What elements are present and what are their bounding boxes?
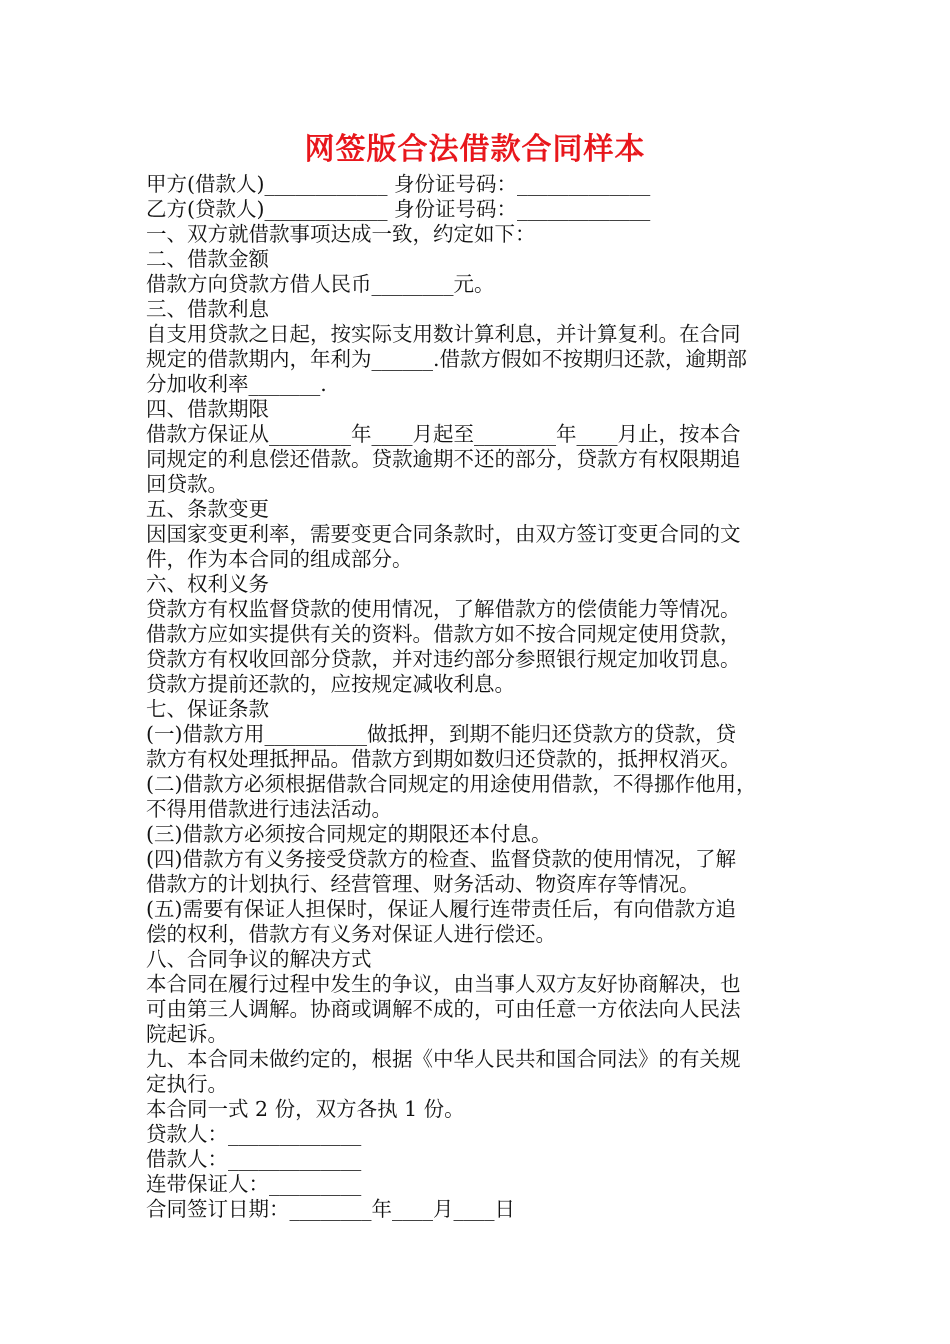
text-line: 借款方的计划执行、经营管理、财务活动、物资库存等情况。 xyxy=(146,872,700,896)
text-line: 院起诉。 xyxy=(146,1022,228,1046)
text-line: 自支用贷款之日起，按实际支用数计算利息，并计算复利。在合同 xyxy=(146,322,741,346)
section-heading: 二、借款金额 xyxy=(146,247,269,271)
document-title: 网签版合法借款合同样本 xyxy=(304,132,646,167)
text-line: 款方有权处理抵押品。借款方到期如数归还贷款的，抵押权消灭。 xyxy=(146,747,741,771)
text-line: 乙方(贷款人)____________ 身份证号码：_____________ xyxy=(146,197,651,221)
section-heading: 八、合同争议的解决方式 xyxy=(146,947,372,971)
text-line: 本合同一式 2 份，双方各执 1 份。 xyxy=(146,1097,465,1121)
text-line: 借款方向贷款方借人民币________元。 xyxy=(146,272,495,296)
text-line: (五)需要有保证人担保时，保证人履行连带责任后，有向借款方追 xyxy=(146,897,736,921)
text-line: (三)借款方必须按合同规定的期限还本付息。 xyxy=(146,822,552,846)
text-line: 定执行。 xyxy=(146,1072,228,1096)
signing-date-line: 合同签订日期：________年____月____日 xyxy=(146,1197,515,1221)
text-line: 分加收利率_______. xyxy=(146,372,327,396)
signature-line: 连带保证人：_________ xyxy=(146,1172,362,1196)
text-line: 回贷款。 xyxy=(146,472,228,496)
text-line: 借款方保证从________年____月起至________年____月止，按本合 xyxy=(146,422,741,446)
text-line: (一)借款方用__________做抵押，到期不能归还贷款方的贷款，贷 xyxy=(146,722,736,746)
signature-line: 贷款人：_____________ xyxy=(146,1122,362,1146)
text-line: 借款方应如实提供有关的资料。借款方如不按合同规定使用贷款， xyxy=(146,622,741,646)
section-heading: 七、保证条款 xyxy=(146,697,269,721)
text-line: (二)借款方必须根据借款合同规定的用途使用借款，不得挪作他用， xyxy=(146,772,757,796)
text-line: 贷款方有权收回部分贷款，并对违约部分参照银行规定加收罚息。 xyxy=(146,647,741,671)
text-line: 甲方(借款人)____________ 身份证号码：_____________ xyxy=(146,172,651,196)
document-body xyxy=(146,172,826,1222)
text-line: 同规定的利息偿还借款。贷款逾期不还的部分，贷款方有权限期追 xyxy=(146,447,741,471)
signature-line: 借款人：_____________ xyxy=(146,1147,362,1171)
text-line: 可由第三人调解。协商或调解不成的，可由任意一方依法向人民法 xyxy=(146,997,741,1021)
text-line: 贷款方提前还款的，应按规定减收利息。 xyxy=(146,672,515,696)
text-line: 规定的借款期内，年利为______.借款方假如不按期归还款，逾期部 xyxy=(146,347,748,371)
section-heading: 四、借款期限 xyxy=(146,397,269,421)
text-line: 因国家变更利率，需要变更合同条款时，由双方签订变更合同的文 xyxy=(146,522,741,546)
text-line: 不得用借款进行违法活动。 xyxy=(146,797,392,821)
text-line: 九、本合同未做约定的，根据《中华人民共和国合同法》的有关规 xyxy=(146,1047,741,1071)
text-line: 贷款方有权监督贷款的使用情况，了解借款方的偿债能力等情况。 xyxy=(146,597,741,621)
section-heading: 五、条款变更 xyxy=(146,497,269,521)
text-line: 件，作为本合同的组成部分。 xyxy=(146,547,413,571)
section-heading: 三、借款利息 xyxy=(146,297,269,321)
section-heading: 六、权利义务 xyxy=(146,572,269,596)
text-line: 本合同在履行过程中发生的争议，由当事人双方友好协商解决，也 xyxy=(146,972,741,996)
text-line: 一、双方就借款事项达成一致，约定如下： xyxy=(146,222,536,246)
text-line: (四)借款方有义务接受贷款方的检查、监督贷款的使用情况，了解 xyxy=(146,847,736,871)
text-line: 偿的权利，借款方有义务对保证人进行偿还。 xyxy=(146,922,556,946)
